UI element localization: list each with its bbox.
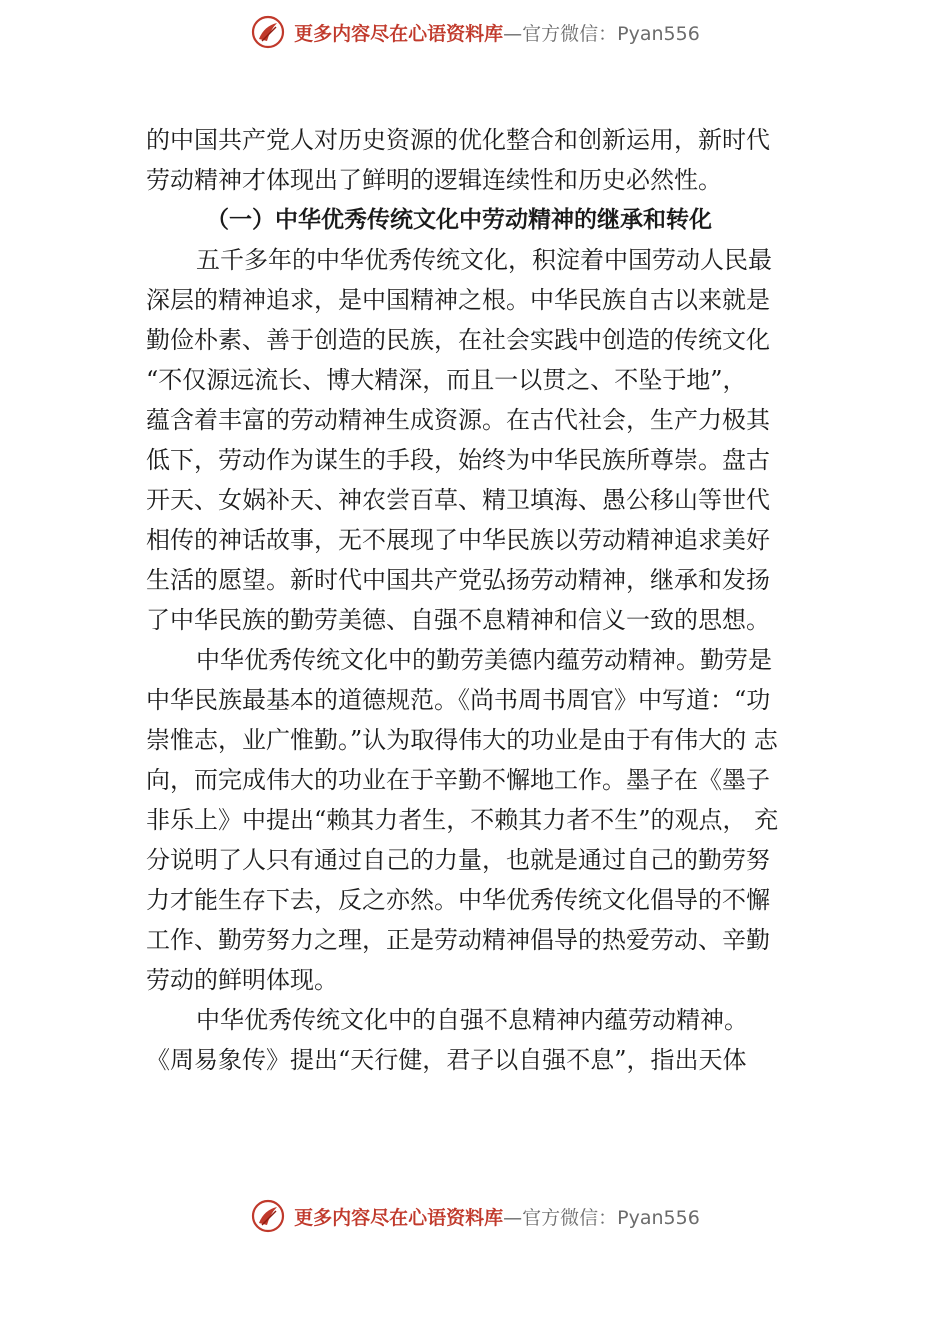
text-line: 低下，劳动作为谋生的手段，始终为中华民族所尊崇。盘古 xyxy=(146,446,770,474)
section-heading: （一）中华优秀传统文化中劳动精神的继承和转化 xyxy=(206,207,712,233)
watermark-gray-text: —官方微信：Pyan556 xyxy=(503,1206,700,1229)
watermark-red-text: 更多内容尽在心语资料库 xyxy=(294,22,504,45)
paragraph-start: 中华优秀传统文化中的自强不息精神内蕴劳动精神。 xyxy=(196,1006,748,1034)
watermark-footer xyxy=(0,1198,950,1234)
text-line: 向，而完成伟大的功业在于辛勤不懈地工作。墨子在《墨子 xyxy=(146,766,770,794)
text-line: 劳动精神才体现出了鲜明的逻辑连续性和历史必然性。 xyxy=(146,166,722,194)
text-line: 开天、女娲补天、神农尝百草、精卫填海、愚公移山等世代 xyxy=(146,486,770,514)
text-line: 分说明了人只有通过自己的力量，也就是通过自己的勤劳努 xyxy=(146,846,770,874)
text-line: 非乐上》中提出“赖其力者生，不赖其力者不生”的观点， 充 xyxy=(146,806,779,834)
watermark-red-text: 更多内容尽在心语资料库 xyxy=(294,1206,504,1229)
text-line: 的中国共产党人对历史资源的优化整合和创新运用，新时代 xyxy=(146,126,770,154)
text-line: 劳动的鲜明体现。 xyxy=(146,966,338,994)
text-line: 生活的愿望。新时代中国共产党弘扬劳动精神，继承和发扬 xyxy=(146,566,770,594)
document-body xyxy=(146,120,822,1080)
text-line: 勤俭朴素、善于创造的民族，在社会实践中创造的传统文化 xyxy=(146,326,770,354)
text-line: 深层的精神追求，是中国精神之根。中华民族自古以来就是 xyxy=(146,286,770,314)
watermark-text xyxy=(294,1203,700,1230)
logo-icon xyxy=(250,1198,286,1234)
watermark-text xyxy=(294,19,700,46)
watermark-gray-text: —官方微信：Pyan556 xyxy=(503,22,700,45)
paragraph-start: 中华优秀传统文化中的勤劳美德内蕴劳动精神。勤劳是 xyxy=(196,646,772,674)
text-line: 工作、勤劳努力之理，正是劳动精神倡导的热爱劳动、辛勤 xyxy=(146,926,770,954)
paragraph-start: 五千多年的中华优秀传统文化，积淀着中国劳动人民最 xyxy=(196,246,772,274)
text-line: 中华民族最基本的道德规范。《尚书周书周官》中写道：“功 xyxy=(146,686,771,714)
text-line: “不仅源远流长、博大精深，而且一以贯之、不坠于地”， xyxy=(146,366,747,394)
text-line: 力才能生存下去，反之亦然。中华优秀传统文化倡导的不懈 xyxy=(146,886,770,914)
watermark-header xyxy=(0,14,950,50)
text-line: 《周易象传》提出“天行健，君子以自强不息”，指出天体 xyxy=(146,1046,747,1074)
text-line: 崇惟志，业广惟勤。”认为取得伟大的功业是由于有伟大的 志 xyxy=(146,726,778,754)
text-line: 相传的神话故事，无不展现了中华民族以劳动精神追求美好 xyxy=(146,526,770,554)
logo-icon xyxy=(250,14,286,50)
text-line: 蕴含着丰富的劳动精神生成资源。在古代社会，生产力极其 xyxy=(146,406,770,434)
text-line: 了中华民族的勤劳美德、自强不息精神和信义一致的思想。 xyxy=(146,606,770,634)
